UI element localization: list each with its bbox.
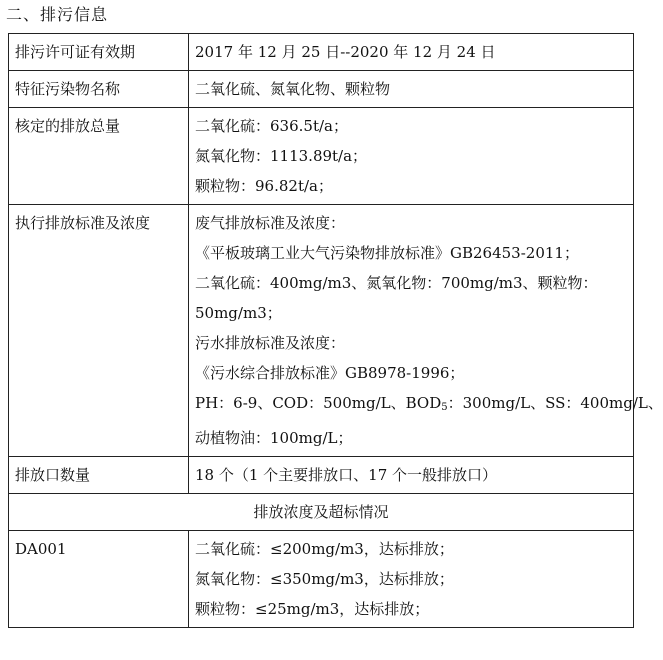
bod-subscript: 5	[441, 402, 448, 413]
pollutants-label: 特征污染物名称	[9, 71, 189, 108]
total-nox: 氮氧化物：1113.89t/a；	[195, 147, 368, 165]
pollutants-value: 二氧化硫、氮氧化物、颗粒物	[189, 71, 634, 108]
table-row-da001	[9, 531, 634, 628]
water-standard-oil: 动植物油：100mg/L；	[195, 429, 353, 447]
table-row-validity	[9, 34, 634, 71]
total-values	[189, 108, 634, 205]
water-standard-name: 《污水综合排放标准》GB8978-1996；	[195, 364, 465, 382]
validity-value: 2017 年 12 月 25 日--2020 年 12 月 24 日	[189, 34, 634, 71]
table-row-outlets	[9, 457, 634, 494]
emission-status-heading: 排放浓度及超标情况	[9, 494, 634, 531]
gas-standard-heading: 废气排放标准及浓度：	[195, 214, 346, 232]
da001-label: DA001	[9, 531, 189, 628]
table-row-total	[9, 108, 634, 205]
da001-nox: 氮氧化物：≤350mg/m3，达标排放；	[195, 570, 454, 588]
total-label: 核定的排放总量	[9, 108, 189, 205]
water-standard-limits	[195, 388, 663, 423]
standards-label: 执行排放标准及浓度	[9, 205, 189, 457]
water-limits-post: ：300mg/L、SS：400mg/L、	[447, 394, 663, 412]
pollution-info-table	[8, 33, 663, 628]
table-row-subheader	[9, 494, 634, 531]
gas-standard-name: 《平板玻璃工业大气污染物排放标准》GB26453-2011；	[195, 244, 579, 262]
gas-standard-limits-cont: 50mg/m3；	[195, 304, 282, 322]
gas-standard-limits: 二氧化硫：400mg/m3、氮氧化物：700mg/m3、颗粒物：	[195, 274, 598, 292]
total-so2: 二氧化硫：636.5t/a；	[195, 117, 348, 135]
da001-values	[189, 531, 634, 628]
water-standard-heading: 污水排放标准及浓度：	[195, 334, 346, 352]
outlets-label: 排放口数量	[9, 457, 189, 494]
validity-label: 排污许可证有效期	[9, 34, 189, 71]
da001-pm: 颗粒物：≤25mg/m3，达标排放；	[195, 600, 430, 618]
standards-values	[189, 205, 663, 457]
table-row-standards	[9, 205, 634, 457]
da001-so2: 二氧化硫：≤200mg/m3，达标排放；	[195, 540, 454, 558]
total-pm: 颗粒物：96.82t/a；	[195, 177, 333, 195]
table-row-pollutants	[9, 71, 634, 108]
section-title: 二、排污信息	[6, 5, 109, 24]
water-limits-pre: PH：6-9、COD：500mg/L、BOD	[195, 394, 442, 412]
outlets-value: 18 个（1 个主要排放口、17 个一般排放口）	[189, 457, 634, 494]
